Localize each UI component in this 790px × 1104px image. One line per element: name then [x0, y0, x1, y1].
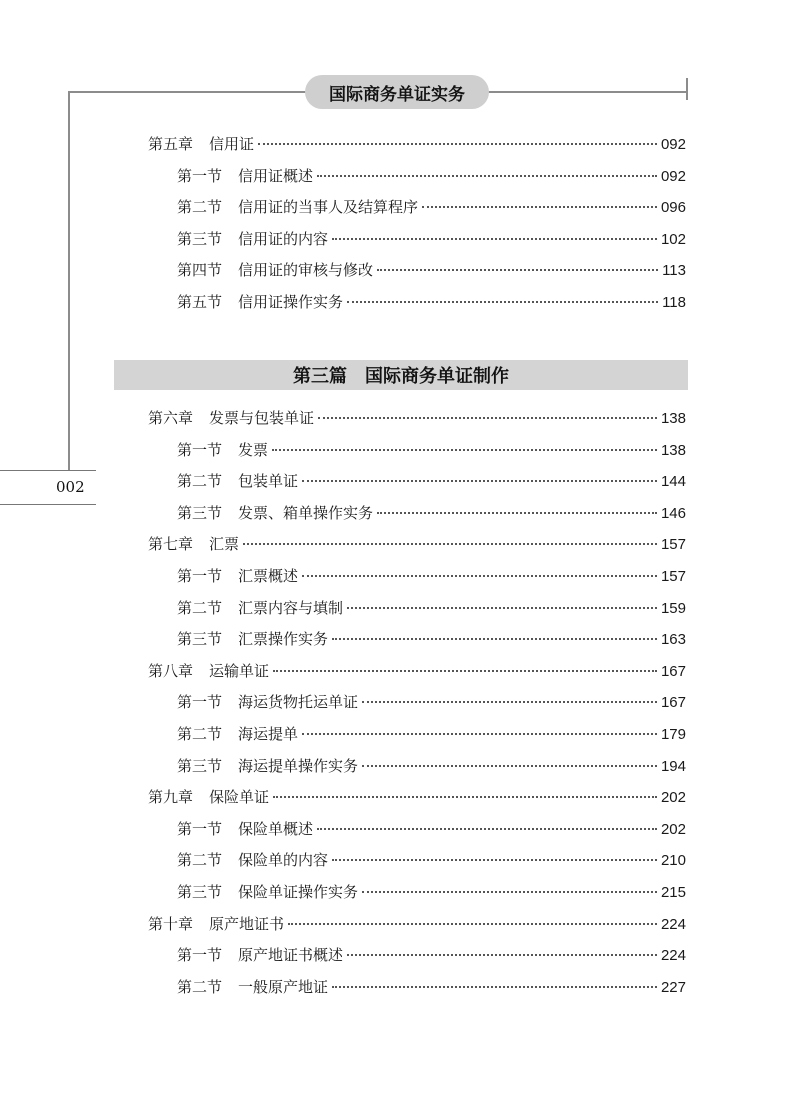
- margin-rule: [68, 91, 70, 471]
- toc-section-entry: [177, 881, 686, 903]
- toc-entry-title: 信用证的当事人及结算程序: [238, 198, 419, 217]
- toc-entry-title: 海运提单: [238, 725, 299, 743]
- toc-entry-label: 第五节: [177, 293, 223, 311]
- toc-entry-title: 汇票: [209, 535, 240, 554]
- toc-entry-label: 第三节: [177, 756, 223, 775]
- toc-entry-label: 第四节: [177, 261, 223, 280]
- toc-entry-label: 第一节: [177, 567, 223, 585]
- toc-entry-title: 原产地证书: [209, 914, 285, 933]
- toc-section-entry: [177, 470, 686, 492]
- toc-entry-page: 138: [660, 410, 686, 427]
- toc-entry-label: 第一节: [177, 693, 223, 712]
- toc-entry-label: 第三节: [177, 630, 223, 649]
- toc-entry-page: 118: [662, 294, 686, 311]
- toc-entry-label: 第九章: [148, 788, 194, 807]
- book-title-badge: [305, 75, 489, 109]
- toc-entry-page: 167: [660, 694, 686, 712]
- header-rule-end: [686, 78, 688, 100]
- toc-entry-title: 信用证的内容: [238, 229, 329, 248]
- part-heading: [114, 360, 688, 390]
- page-number: 002: [56, 478, 85, 496]
- toc-section-entry: [177, 628, 686, 650]
- toc-chapter-entry: [148, 133, 686, 155]
- toc-entry-label: 第三节: [177, 883, 223, 901]
- toc-entry-title: 包装单证: [238, 472, 299, 491]
- toc-section-entry: [177, 691, 686, 713]
- toc-entry-title: 发票、箱单操作实务: [238, 503, 374, 522]
- toc-section-entry: [177, 259, 686, 281]
- toc-section-entry: [177, 849, 686, 871]
- toc-entry-title: 海运货物托运单证: [238, 693, 359, 712]
- toc-entry-page: 167: [660, 662, 686, 680]
- toc-entry-label: 第二节: [177, 598, 223, 617]
- toc-entry-label: 第二节: [177, 198, 223, 217]
- toc-entry-page: 202: [660, 820, 686, 838]
- toc-entry-title: 海运提单操作实务: [238, 756, 359, 775]
- toc-chapter-entry: [148, 786, 686, 808]
- toc-entry-title: 汇票概述: [238, 567, 299, 585]
- toc-section-entry: [177, 439, 686, 461]
- toc-entry-page: 224: [660, 915, 686, 933]
- toc-entry-page: 224: [660, 947, 686, 965]
- toc-entry-title: 信用证操作实务: [238, 293, 344, 311]
- toc-leader-dots: [332, 238, 657, 240]
- toc-entry-label: 第一节: [177, 819, 223, 838]
- toc-entry-page: 227: [660, 978, 686, 996]
- toc-leader-dots: [332, 859, 657, 861]
- toc-section-entry: [177, 723, 686, 745]
- toc-entry-label: 第五章: [148, 135, 194, 153]
- toc-entry-page: 092: [660, 136, 686, 153]
- toc-entry-label: 第一节: [177, 166, 223, 185]
- toc-section-entry: [177, 944, 686, 966]
- toc-entry-title: 汇票操作实务: [238, 630, 329, 649]
- toc-leader-dots: [377, 512, 657, 514]
- toc-section-entry: [177, 976, 686, 998]
- toc-entry-label: 第十章: [148, 914, 194, 933]
- toc-entry-label: 第八章: [148, 661, 194, 680]
- toc-entry-title: 原产地证书概述: [238, 946, 344, 965]
- toc-section-entry: [177, 196, 686, 218]
- toc-entry-page: 144: [660, 473, 686, 491]
- page-number-rule-bottom: [0, 504, 96, 505]
- toc-entry-page: 113: [662, 262, 686, 280]
- toc-entry-label: 第二节: [177, 725, 223, 743]
- toc-leader-dots: [422, 206, 657, 208]
- toc-entry-label: 第三节: [177, 503, 223, 522]
- toc-chapter-entry: [148, 913, 686, 935]
- toc-entry-page: 146: [660, 504, 686, 522]
- toc-entry-label: 第七章: [148, 535, 194, 554]
- toc-entry-page: 210: [660, 852, 686, 870]
- toc-entry-title: 信用证的审核与修改: [238, 261, 374, 280]
- toc-entry-label: 第一节: [177, 946, 223, 965]
- toc-leader-dots: [273, 796, 657, 798]
- toc-entry-page: 092: [660, 167, 686, 185]
- toc-leader-dots: [347, 301, 658, 303]
- toc-leader-dots: [302, 733, 657, 735]
- toc-section-entry: [177, 597, 686, 619]
- toc-entry-page: 157: [660, 536, 686, 554]
- toc-entry-page: 179: [660, 726, 686, 743]
- toc-section-entry: [177, 291, 686, 313]
- toc-chapter-entry: [148, 533, 686, 555]
- toc-entry-title: 发票与包装单证: [209, 409, 315, 427]
- part-title: 第三篇 国际商务单证制作: [293, 366, 509, 387]
- toc-entry-page: 157: [660, 568, 686, 585]
- toc-entry-label: 第二节: [177, 472, 223, 491]
- toc-entry-page: 194: [660, 757, 686, 775]
- toc-leader-dots: [273, 670, 657, 672]
- toc-entry-title: 运输单证: [209, 661, 270, 680]
- toc-chapter-entry: [148, 660, 686, 682]
- toc-section-entry: [177, 228, 686, 250]
- toc-entry-title: 汇票内容与填制: [238, 598, 344, 617]
- toc-leader-dots: [318, 417, 657, 419]
- toc-leader-dots: [347, 954, 657, 956]
- toc-leader-dots: [362, 891, 657, 893]
- toc-leader-dots: [258, 143, 657, 145]
- toc-leader-dots: [272, 449, 657, 451]
- toc-leader-dots: [347, 607, 657, 609]
- toc-leader-dots: [377, 269, 658, 271]
- toc-chapter-entry: [148, 407, 686, 429]
- toc-entry-label: 第二节: [177, 851, 223, 870]
- toc-section-entry: [177, 565, 686, 587]
- toc-section-entry: [177, 165, 686, 187]
- toc-leader-dots: [317, 175, 657, 177]
- toc-entry-title: 保险单证操作实务: [238, 883, 359, 901]
- toc-section-entry: [177, 502, 686, 524]
- toc-leader-dots: [362, 765, 657, 767]
- toc-entry-title: 信用证: [209, 135, 255, 153]
- toc-entry-page: 138: [660, 441, 686, 459]
- toc-leader-dots: [288, 923, 657, 925]
- toc-leader-dots: [332, 638, 657, 640]
- toc-entry-label: 第六章: [148, 409, 194, 427]
- toc-entry-label: 第一节: [177, 440, 223, 459]
- toc-leader-dots: [302, 575, 657, 577]
- toc-entry-page: 159: [660, 599, 686, 617]
- toc-leader-dots: [243, 543, 657, 545]
- toc-leader-dots: [332, 986, 657, 988]
- toc-section-entry: [177, 818, 686, 840]
- toc-entry-title: 发票: [238, 440, 269, 459]
- toc-entry-title: 一般原产地证: [238, 977, 329, 996]
- toc-entry-label: 第三节: [177, 229, 223, 248]
- toc-section-entry: [177, 755, 686, 777]
- toc-entry-title: 保险单的内容: [238, 851, 329, 870]
- page-number-rule-top: [0, 470, 96, 471]
- toc-entry-label: 第二节: [177, 977, 223, 996]
- book-title: 国际商务单证实务: [329, 84, 465, 105]
- toc-entry-page: 202: [660, 789, 686, 807]
- toc-leader-dots: [317, 828, 657, 830]
- toc-entry-page: 102: [660, 230, 686, 248]
- toc-entry-page: 163: [660, 631, 686, 649]
- toc-entry-title: 保险单概述: [238, 819, 314, 838]
- toc-entry-title: 信用证概述: [238, 166, 314, 185]
- toc-entry-title: 保险单证: [209, 788, 270, 807]
- toc-entry-page: 096: [660, 199, 686, 217]
- toc-leader-dots: [362, 701, 657, 703]
- toc-leader-dots: [302, 480, 657, 482]
- toc-entry-page: 215: [660, 884, 686, 901]
